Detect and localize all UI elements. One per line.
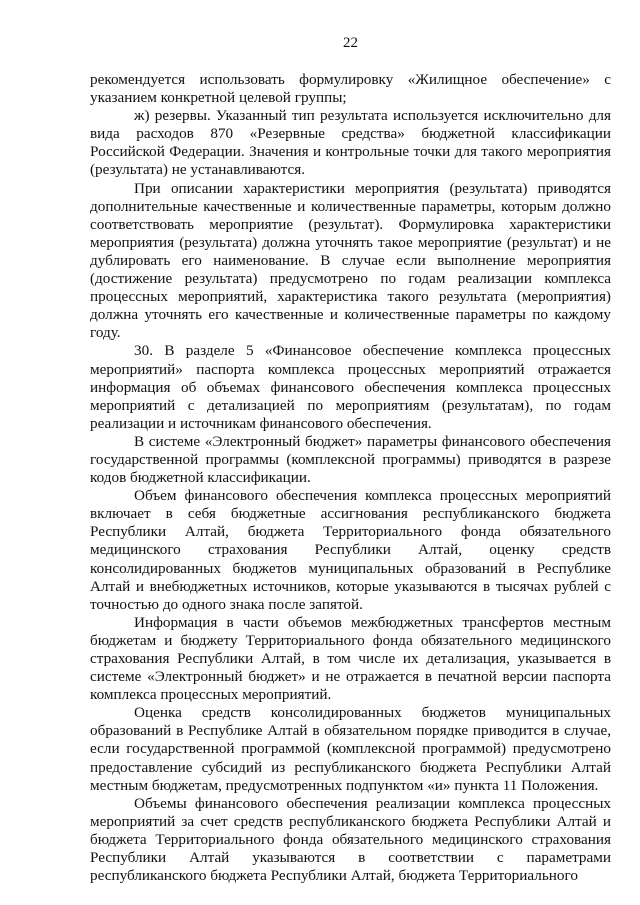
paragraph-7: Оценка средств консолидированных бюджетов муниципальных образований в Республике Алтай в обязательном порядке приводится в случае, если государственной программой (комплексной программой) предусмотрено предоставление субсидий из республиканского бюджета Республики Алтай местным бюджетам, предусмотренных подпунктом «и» пункта 11 Положения.	[90, 704, 611, 794]
document-page	[90, 0, 611, 885]
paragraph-4: В системе «Электронный бюджет» параметры финансового обеспечения государственной программы (комплексной программы) приводятся в разрезе кодов бюджетной классификации.	[90, 432, 611, 487]
paragraph-2: При описании характеристики мероприятия (результата) приводятся дополнительные качественные и количественные параметры, которым должно соответствовать мероприятие (результат). Формулировка характеристики мероприятия (результата) должна уточнять такое мероприятие (результат) и не дублировать его наименование. В случае если выполнение мероприятия (достижение результата) предусмотрено по годам реализации комплекса процессных мероприятий, характеристика такого результата (мероприятия) должна уточнять его качественные и количественные параметры по каждому году.	[90, 179, 611, 342]
paragraph-6: Информация в части объемов межбюджетных трансфертов местным бюджетам и бюджету Территориального фонда обязательного медицинского страхования Республики Алтай, в том числе их детализация, указывается в системе «Электронный бюджет» и не отражается в печатной версии паспорта комплекса процессных мероприятий.	[90, 613, 611, 704]
page-number: 22	[343, 35, 358, 51]
paragraph-3: 30. В разделе 5 «Финансовое обеспечение комплекса процессных мероприятий» паспорта комплекса процессных мероприятий отражается информация об объемах финансового обеспечения комплекса процессных мероприятий с детализацией по мероприятиям (результатам), по годам реализации и источникам финансового обеспечения.	[90, 342, 611, 432]
paragraph-0: рекомендуется использовать формулировку «Жилищное обеспечение» с указанием конкретной целевой группы;	[90, 71, 611, 107]
paragraph-8: Объемы финансового обеспечения реализации комплекса процессных мероприятий за счет средств республиканского бюджета Республики Алтай и бюджета Территориального фонда обязательного медицинского страхования Республики Алтай указываются в соответствии с параметрами республиканского бюджета Республики Алтай, бюджета Территориального	[90, 794, 611, 885]
paragraph-5: Объем финансового обеспечения комплекса процессных мероприятий включает в себя бюджетные ассигнования республиканского бюджета Республики Алтай, бюджета Территориального фонда обязательного медицинского страхования Республики Алтай, оценку средств консолидированных бюджетов муниципальных образований в Республике Алтай и внебюджетных источников, которые указываются в тысячах рублей с точностью до одного знака после запятой.	[90, 487, 611, 613]
paragraph-1: ж) резервы. Указанный тип результата используется исключительно для вида расходов 870 «Резервные средства» бюджетной классификации Российской Федерации. Значения и контрольные точки для такого мероприятия (результата) не устанавливаются.	[90, 107, 611, 179]
